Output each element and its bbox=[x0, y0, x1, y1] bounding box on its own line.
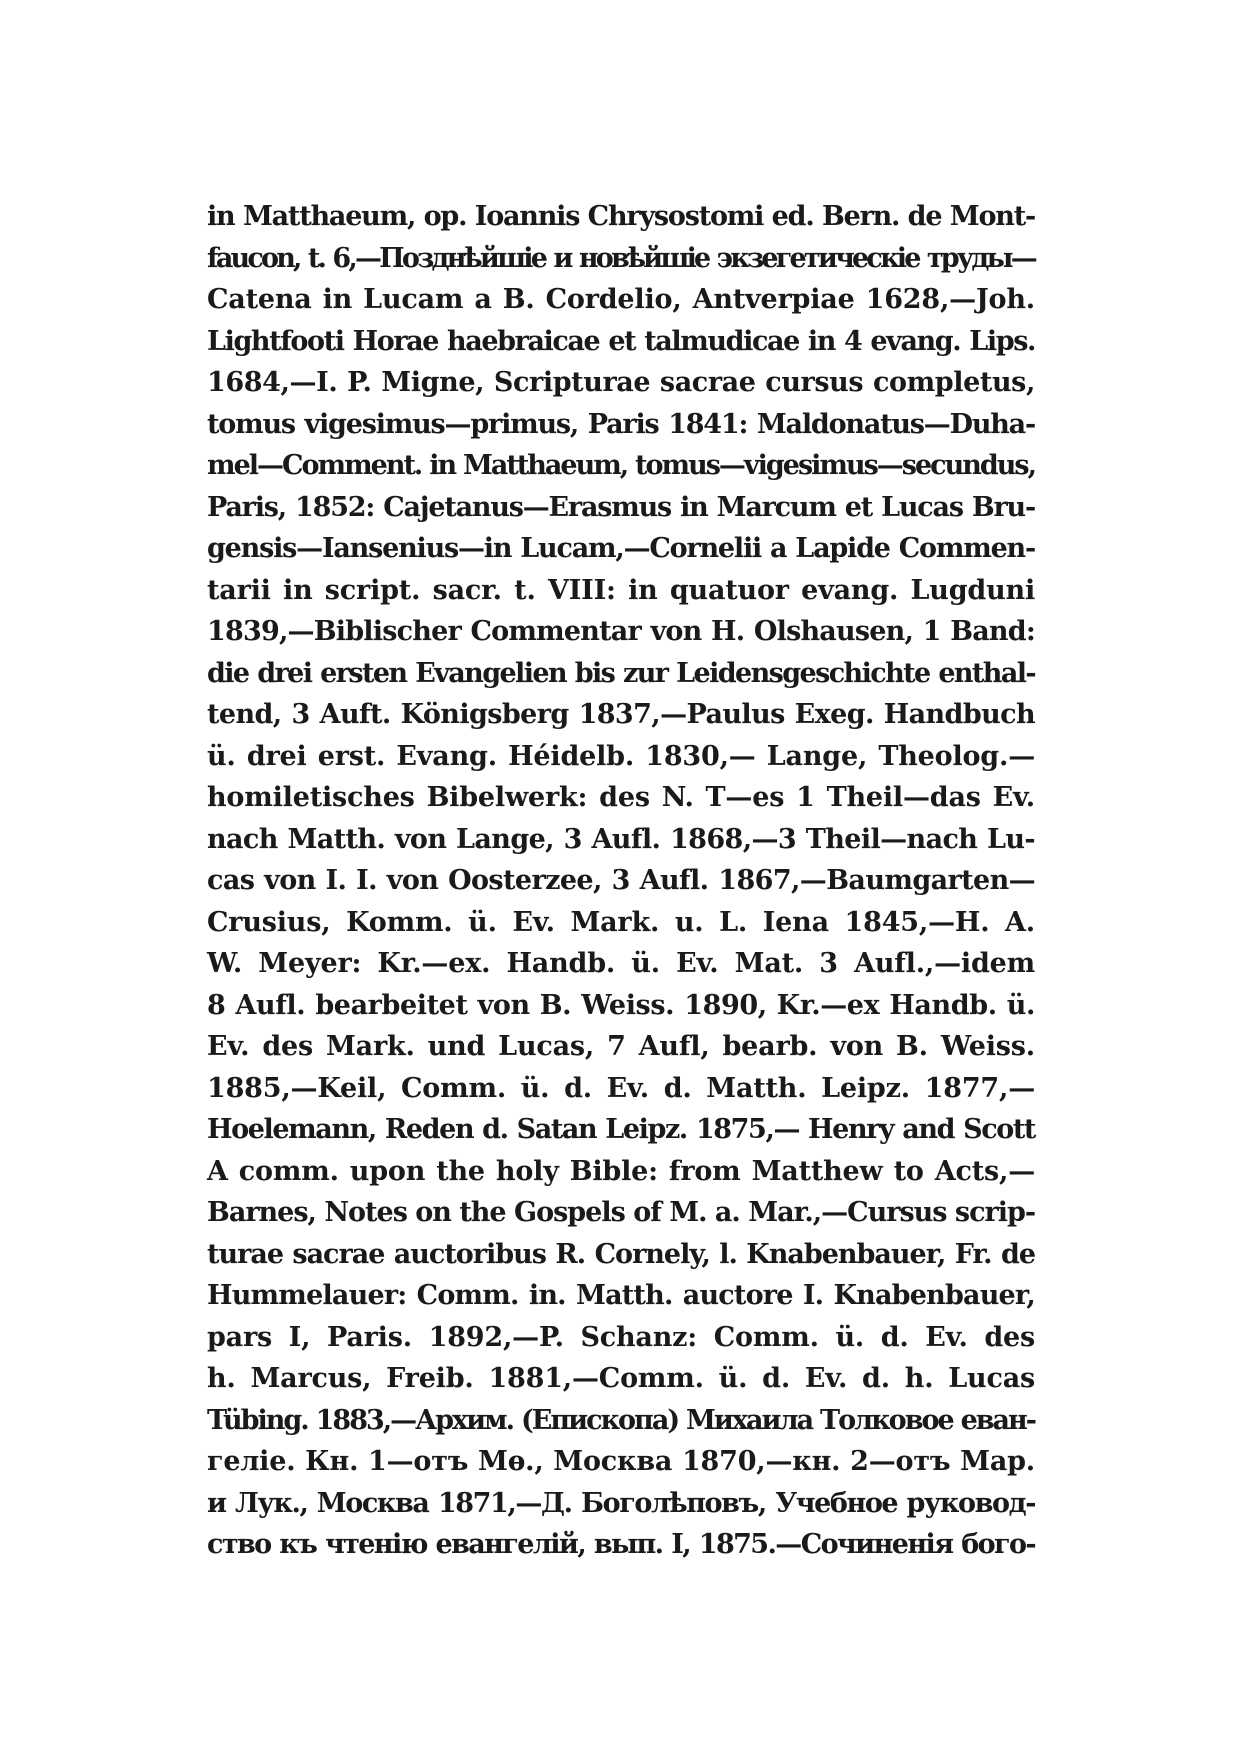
text-line: turae sacrae auctoribus R. Cornely, l. Knabenbauer, Fr. de bbox=[207, 1238, 1035, 1270]
text-line: cas von I. I. von Oosterzee, 3 Aufl. 1867,—Baumgarten— bbox=[207, 865, 1035, 896]
text-line: Lightfooti Horae haebraicae et talmudicae in 4 evang. Lips. bbox=[207, 325, 1035, 357]
text-line: Tübing. 1883,—Архим. (Епископа) Михаила Толковое еван- bbox=[207, 1404, 1035, 1436]
text-line: Crusius, Komm. ü. Ev. Mark. u. L. Iena 1845,—H. A. bbox=[207, 906, 1035, 938]
text-line: Barnes, Notes on the Gospels of M. a. Mar.,—Cursus scrip- bbox=[207, 1197, 1036, 1228]
text-line: in Matthaeum, op. Ioannis Chrysostomi ed. Bern. de Mont- bbox=[207, 201, 1035, 232]
text-line: pars I, Paris. 1892,—P. Schanz: Comm. ü. d. Ev. des bbox=[207, 1321, 1035, 1353]
text-line: faucon, t. 6,—Позднѣйшіе и новѣйшіе экзегетическіе труды— bbox=[207, 242, 1035, 274]
text-line: ство къ чтенію евангелій, вып. I, 1875.—Сочиненія бого- bbox=[207, 1529, 1035, 1560]
text-line: nach Matth. von Lange, 3 Aufl. 1868,—3 Theil—nach Lu- bbox=[207, 823, 1035, 855]
text-line: 1839,—Biblischer Commentar von H. Olshausen, 1 Band: bbox=[207, 616, 1035, 647]
text-line: gensis—Iansenius—in Lucam,—Cornelii a Lapide Commen- bbox=[207, 533, 1035, 564]
text-line: геліе. Кн. 1—отъ Мѳ., Москва 1870,—кн. 2—отъ Мар. bbox=[207, 1446, 1035, 1477]
body-text bbox=[207, 196, 1035, 1566]
text-line: 1684,—I. P. Migne, Scripturae sacrae cursus completus, bbox=[207, 367, 1035, 398]
text-line: tarii in script. sacr. t. VIII: in quatuor evang. Lugduni bbox=[207, 574, 1035, 606]
text-line: Hoelemann, Reden d. Satan Leipz. 1875,— Henry and Scott bbox=[207, 1114, 1035, 1145]
text-line: ü. drei erst. Evang. Héidelb. 1830,— Lange, Theolog.— bbox=[207, 740, 1035, 772]
text-line: h. Marcus, Freib. 1881,—Comm. ü. d. Ev. d. h. Lucas bbox=[207, 1363, 1035, 1394]
text-line: die drei ersten Evangelien bis zur Leidensgeschichte enthal- bbox=[207, 657, 1035, 689]
text-line: homiletisches Bibelwerk: des N. T—es 1 Theil—das Ev. bbox=[207, 782, 1035, 813]
text-line: 8 Aufl. bearbeitet von B. Weiss. 1890, Kr.—ex Handb. ü. bbox=[207, 989, 1035, 1021]
text-line: Paris, 1852: Cajetanus—Erasmus in Marcum et Lucas Bru- bbox=[207, 491, 1035, 523]
text-line: 1885,—Keil, Comm. ü. d. Ev. d. Matth. Leipz. 1877,— bbox=[207, 1072, 1035, 1104]
text-line: W. Meyer: Kr.—ex. Handb. ü. Ev. Mat. 3 Aufl.,—idem bbox=[207, 948, 1035, 979]
text-line: tomus vigesimus—primus, Paris 1841: Maldonatus—Duha- bbox=[207, 408, 1035, 440]
text-line: Ev. des Mark. und Lucas, 7 Aufl, bearb. von B. Weiss. bbox=[207, 1031, 1035, 1062]
text-line: Catena in Lucam a B. Cordelio, Antverpiae 1628,—Joh. bbox=[207, 284, 1035, 315]
text-line: tend, 3 Auft. Königsberg 1837,—Paulus Exeg. Handbuch bbox=[207, 699, 1035, 730]
text-line: A comm. upon the holy Bible: from Matthew to Acts,— bbox=[207, 1155, 1035, 1187]
text-line: и Лук., Москва 1871,—Д. Боголѣповъ, Учебное руковод- bbox=[207, 1487, 1035, 1519]
text-line: mel—Comment. in Matthaeum, tomus—vigesimus—secundus, bbox=[207, 450, 1035, 481]
text-line: Hummelauer: Comm. in. Matth. auctore I. Knabenbauer, bbox=[207, 1280, 1035, 1311]
